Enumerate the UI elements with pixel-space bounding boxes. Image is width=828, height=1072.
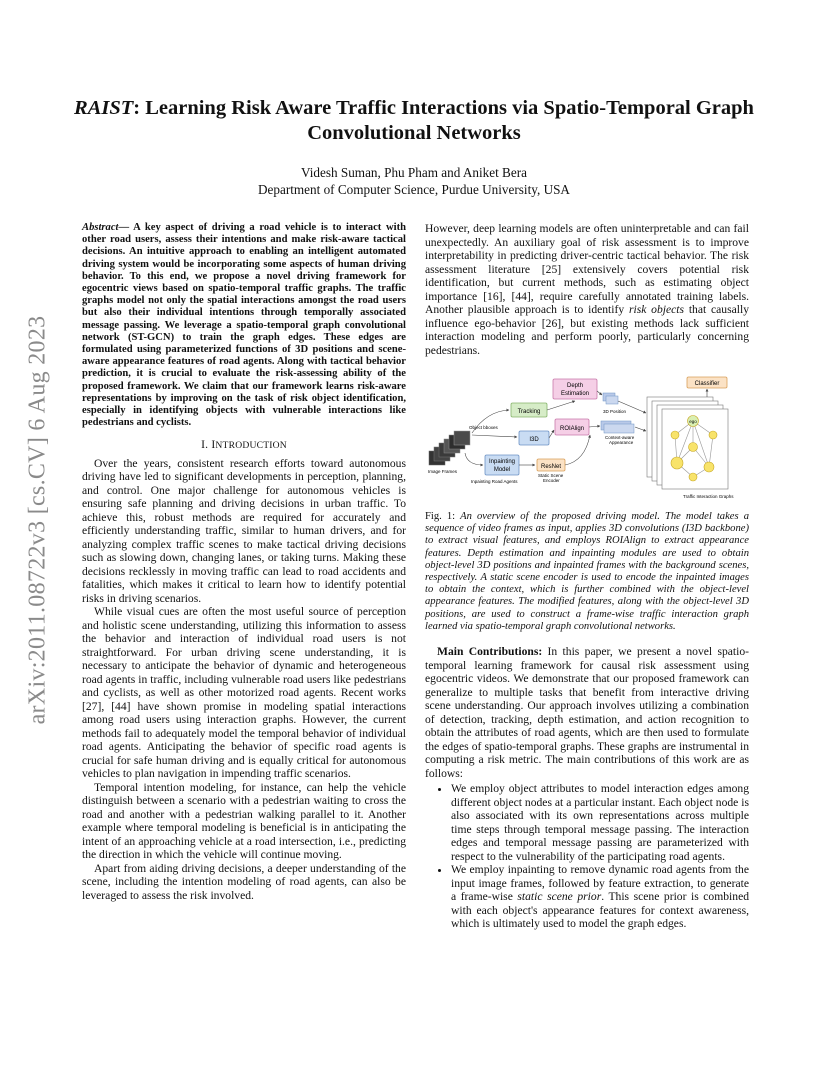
label-resnet: ResNet xyxy=(540,464,562,470)
p5-part-a: However, deep learning models are often uninterpretable and can fail unexpectedly. An auxiliary goal of risk assessment is to improve interpretability in predicting driver-centric tactical behavior. The risk assessment literature [25] extensively covers potential risk identification, but current methods, such as estimating object importance [16], [44], require carefully annotated training labels. Another plausible approach is to identify xyxy=(425,222,749,316)
section-heading-introduction xyxy=(82,438,406,453)
label-inpainting-agents: Inpainting Road Agents xyxy=(471,479,518,484)
p5-emphasis: risk objects xyxy=(628,303,685,316)
caption-text: An overview of the proposed driving model. The model takes a sequence of video frames as input, applies 3D convolutions (I3D backbone) to extract visual features, and employs ROIAlign to extract appearance features. Depth estimation and inpainting modules are used to obtain object-level 3D positions and inpainted frames with the background scenes, respectively. A static scene encoder is used to encode the inpainted images to obtain the context, which is further combined with the object-level appearance features. The modified features, along with the object-level 3D positions, are used to construct a frame-wise traffic interaction graph learned via spatio-temporal graph convolutional networks. xyxy=(425,511,749,632)
label-3d-position: 3D Position xyxy=(603,409,627,414)
intro-paragraph-4: Apart from aiding driving decisions, a deeper understanding of the scene, including the intention modeling of road agents, can also be leveraged to assess the risk involved. xyxy=(82,861,406,902)
contributions-text: In this paper, we present a novel spatio-temporal learning framework for causal risk assessment using egocentric videos. We demonstrate that our proposed framework can generalize to multiple tasks that benefit from interactive driving scene understanding. Our approach involves utilizing a combination of detection, tracking, depth estimation, and action recognition to obtain the attributes of road agents, which are then used to formulate the edges of spatio-temporal graphs. These graphs are instrumental in computing a risk metric. The main contributions of this work are as follows: xyxy=(425,645,750,780)
authors: Videsh Suman, Phu Pham and Aniket Bera xyxy=(301,165,527,180)
label-static-scene: Static Scene xyxy=(538,473,564,478)
label-encoder: Encoder xyxy=(543,478,560,483)
section-title-rest: NTRODUCTION xyxy=(215,440,287,452)
title-rest: : Learning Risk Aware Traffic Interactions via Spatio-Temporal Graph Convolutional Networks xyxy=(133,97,754,144)
right-column xyxy=(425,222,749,931)
p5-part-b: that causally influence ego-behavior [26], but existing methods lack sufficient interaction modeling and perform poorly, particularly concerning pedestrians. xyxy=(425,303,749,357)
abstract-label: Abstract xyxy=(82,222,119,233)
label-roialign: ROIAlign xyxy=(559,426,585,432)
bullet2-emphasis: static scene prior xyxy=(517,890,602,904)
section-first-letter: I xyxy=(211,438,216,452)
section-number: I. xyxy=(201,438,209,452)
bullet2-part-b: . This scene prior is combined with each object's appearance features for context awareness, which is ultimately used to model the graph edges. xyxy=(451,890,750,931)
title-name: RAIST xyxy=(74,97,134,119)
abstract xyxy=(82,222,406,429)
affiliation: Department of Computer Science, Purdue University, USA xyxy=(258,182,570,197)
abstract-sep: — xyxy=(118,222,130,233)
left-column xyxy=(82,222,406,902)
bullet2-part-a: We employ inpainting to remove dynamic road agents from the input image frames, followed by feature extraction, to generate a frame-wise xyxy=(451,863,749,904)
label-image-frames: Image Frames xyxy=(428,469,458,474)
caption-label: Fig. 1: xyxy=(425,511,456,522)
main-contributions-paragraph xyxy=(425,645,749,780)
label-i3d: I3D xyxy=(529,437,539,443)
author-block xyxy=(60,164,768,198)
label-object-bboxes: Object bboxes xyxy=(469,425,498,430)
intro-paragraph-2: While visual cues are often the most useful source of perception and holistic scene understanding, utilizing this information to assess the behavior and interaction of individual road users is not straightforward. For urban driving scene understanding, it is necessary to anticipate the behavior of dynamic and heterogeneous road agents in traffic, including vulnerable road users like pedestrians and cyclists, as well as other motorized road agents. Recent works [27], [44] have shown promise in modeling spatial interactions among road users using interaction graphs. However, the current methods fail to adequately model the temporal behavior of individual road agents. Anticipating the behavior of specific road agents is crucial for safe human driving and is equally critical for autonomous vehicles to plan navigation in impending traffic scenarios. xyxy=(82,605,406,781)
label-estimation: Estimation xyxy=(560,391,590,397)
label-tracking: Tracking xyxy=(517,409,541,415)
contribution-item-1: • We employ object attributes to model interaction edges among different object nodes at a particular instant. Each object node is also associated with its own representations across multiple time steps through temporal message passing. The interaction edges and temporal message passing are parameterized with respect to the vulnerability of the participating road agents. xyxy=(451,782,749,863)
figure-1-diagram xyxy=(425,373,749,503)
arxiv-watermark xyxy=(18,290,58,750)
label-appearance: Appearance xyxy=(609,440,634,445)
abstract-text: A key aspect of driving a road vehicle is to interact with other road users, assess their intentions and make risk-aware tactical decisions. An intuitive approach to enabling an intelligent automated driving system would be incorporating some aspects of human driving behavior. To this end, we propose a novel driving framework for egocentric views based on spatio-temporal traffic graphs. The traffic graphs model not only the spatial interactions amongst the road users but also their individual intentions through temporally associated message passing. We leverage a spatio-temporal graph convolutional network (ST-GCN) to train the graph edges. These edges are formulated using parameterized functions of 3D positions and scene-aware appearance features of road agents. Along with tactical behavior prediction, it is crucial to evaluate the risk-assessing ability of the proposed framework. We claim that our framework learns risk-aware representations by improving on the task of risk object identification, especially in identifying objects with vulnerable interactions like pedestrians and cyclists. xyxy=(82,222,406,429)
intro-paragraph-3: Temporal intention modeling, for instance, can help the vehicle distinguish between a scenario with a pedestrian waiting to cross the road and another with a pedestrian walking parallel to it. Another example where temporal modeling is beneficial is in anticipating the intent of an approaching vehicle at a road intersection, i.e., predicting the direction in which the vehicle will continue moving. xyxy=(82,780,406,862)
arxiv-id: arXiv:2011.08722v3 [cs.CV] 6 Aug 2023 xyxy=(24,315,51,725)
label-inpainting: Inpainting xyxy=(488,459,516,465)
paper-title xyxy=(60,96,768,146)
contributions-list xyxy=(425,782,749,931)
figure-1-caption xyxy=(425,511,749,633)
intro-paragraph-5 xyxy=(425,222,749,357)
contribution-item-2 xyxy=(451,863,749,931)
label-classifier: Classifier xyxy=(694,381,720,387)
contributions-heading: Main Contributions: xyxy=(437,645,543,659)
label-model: Model xyxy=(493,467,511,473)
label-depth: Depth xyxy=(566,383,584,389)
label-context-aware: Context-aware xyxy=(605,435,635,440)
label-traffic-graphs: Traffic Interaction Graphs xyxy=(683,494,734,499)
pipeline-diagram xyxy=(425,373,749,503)
traffic-graph-stack xyxy=(647,397,728,489)
label-ego: ego xyxy=(689,419,697,424)
intro-paragraph-1: Over the years, consistent research efforts toward autonomous driving have led to significant developments in perception, planning, and control. One major challenge for autonomous vehicles is ensuring safe planning and driving decisions in urban traffic. To achieve this, robust methods are required for accurately and efficiently understanding traffic, similar to human drivers, and for analyzing complex traffic scenes to make tactical driving decisions such as slowing down, changing lanes, or taking turns. Making these decisions recklessly in moving traffic can lead to road accidents and fatalities, which makes it critical to learn how to identify potential risks in driving scenarios. xyxy=(82,456,406,605)
image-frames-stack xyxy=(429,431,470,465)
